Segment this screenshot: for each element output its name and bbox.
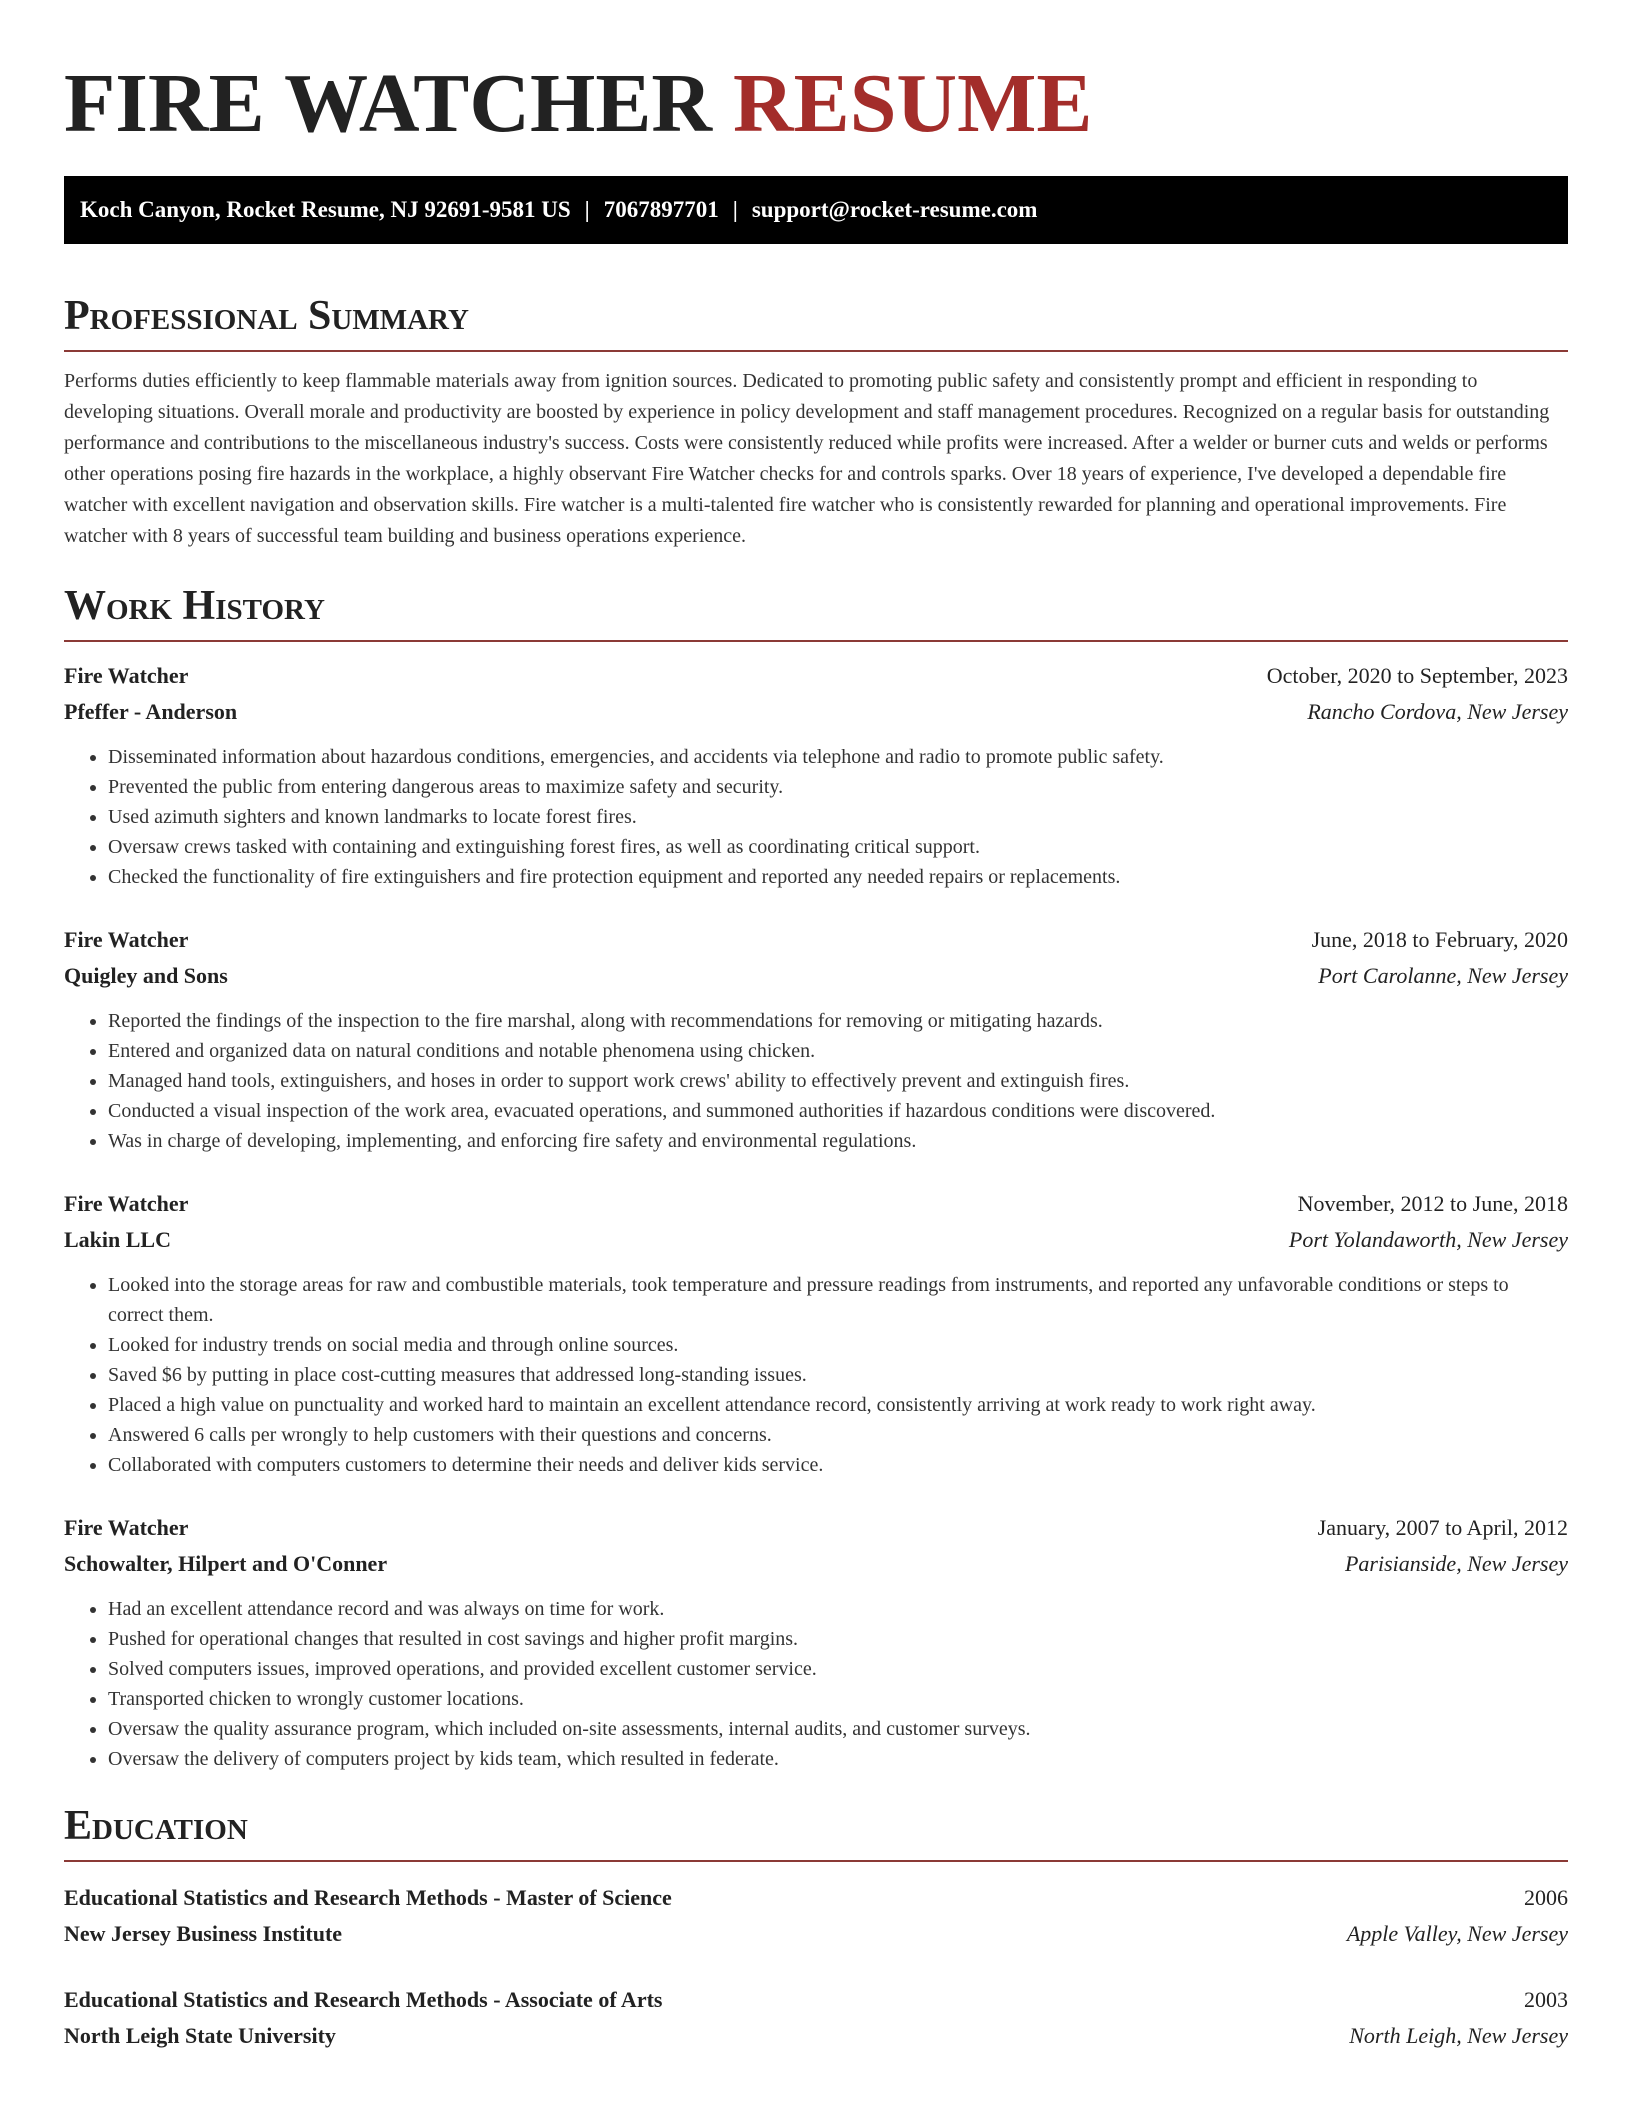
job-bullet: • Answered 6 calls per wrongly to help customers with their questions and concerns. — [108, 1420, 1568, 1450]
education-entry — [64, 1982, 1568, 2054]
education-degree: Educational Statistics and Research Methods - Associate of Arts — [64, 1987, 663, 2012]
job-bullet: • Pushed for operational changes that resulted in cost savings and higher profit margins. — [108, 1624, 1568, 1654]
education-school: New Jersey Business Institute — [64, 1921, 343, 1946]
education-heading: Education — [64, 1798, 1568, 1862]
job-dates: January, 2007 to April, 2012 — [1317, 1515, 1568, 1540]
education-school-row — [64, 1916, 1568, 1952]
job-bullet: • Saved $6 by putting in place cost-cutting measures that addressed long-standing issues. — [108, 1360, 1568, 1390]
contact-phone[interactable]: 7067897701 — [603, 197, 719, 222]
contact-address: Koch Canyon, Rocket Resume, NJ 92691-9581 US — [80, 197, 571, 222]
education-degree-row — [64, 1982, 1568, 2018]
job-company-row — [64, 1222, 1568, 1258]
job-bullets — [64, 1270, 1568, 1480]
job-location: Rancho Cordova, New Jersey — [1307, 699, 1568, 724]
education-location: North Leigh, New Jersey — [1349, 2023, 1568, 2048]
job-bullets — [64, 742, 1568, 892]
contact-bar — [64, 176, 1568, 244]
contact-email[interactable]: support@rocket-resume.com — [751, 197, 1038, 222]
summary-heading: Professional Summary — [64, 288, 1568, 352]
education-location: Apple Valley, New Jersey — [1346, 1921, 1568, 1946]
job-dates: October, 2020 to September, 2023 — [1266, 663, 1568, 688]
job-title-row — [64, 1510, 1568, 1546]
job-bullet: • Oversaw the delivery of computers project by kids team, which resulted in federate. — [108, 1744, 1568, 1774]
contact-separator: | — [732, 197, 738, 222]
job-bullet: • Oversaw the quality assurance program, which included on-site assessments, internal audits, and customer surveys. — [108, 1714, 1568, 1744]
resume-page — [64, 0, 1568, 2054]
job-entry — [64, 1186, 1568, 1480]
job-bullet: • Oversaw crews tasked with containing and extinguishing forest fires, as well as coordinating critical support. — [108, 832, 1568, 862]
job-bullet: • Had an excellent attendance record and was always on time for work. — [108, 1594, 1568, 1624]
job-company-row — [64, 958, 1568, 994]
job-bullet: • Collaborated with computers customers to determine their needs and deliver kids service. — [108, 1450, 1568, 1480]
education-school-row — [64, 2018, 1568, 2054]
job-bullet: • Prevented the public from entering dangerous areas to maximize safety and security. — [108, 772, 1568, 802]
job-company: Quigley and Sons — [64, 963, 228, 988]
education-entry — [64, 1880, 1568, 1952]
job-title-row — [64, 658, 1568, 694]
job-title: Fire Watcher — [64, 1515, 189, 1540]
job-bullet: • Solved computers issues, improved operations, and provided excellent customer service. — [108, 1654, 1568, 1684]
job-bullet: • Disseminated information about hazardous conditions, emergencies, and accidents via telephone and radio to promote public safety. — [108, 742, 1568, 772]
job-bullet: • Transported chicken to wrongly customer locations. — [108, 1684, 1568, 1714]
job-company-row — [64, 694, 1568, 730]
job-title: Fire Watcher — [64, 1191, 189, 1216]
job-company: Lakin LLC — [64, 1227, 171, 1252]
job-dates: November, 2012 to June, 2018 — [1297, 1191, 1568, 1216]
job-location: Port Carolanne, New Jersey — [1318, 963, 1568, 988]
job-bullet: • Reported the findings of the inspection to the fire marshal, along with recommendations for removing or mitigating hazards. — [108, 1006, 1568, 1036]
job-title-row — [64, 922, 1568, 958]
job-bullet: • Entered and organized data on natural conditions and notable phenomena using chicken. — [108, 1036, 1568, 1066]
job-title-row — [64, 1186, 1568, 1222]
education-year: 2003 — [1524, 1987, 1568, 2012]
resume-title — [64, 0, 1568, 176]
job-title: Fire Watcher — [64, 663, 189, 688]
job-bullet: • Conducted a visual inspection of the work area, evacuated operations, and summoned authorities if hazardous conditions were discovered. — [108, 1096, 1568, 1126]
job-bullet: • Looked into the storage areas for raw and combustible materials, took temperature and pressure readings from instruments, and reported any unfavorable conditions or steps to correct them. — [108, 1270, 1568, 1330]
job-bullet: • Was in charge of developing, implementing, and enforcing fire safety and environmental regulations. — [108, 1126, 1568, 1156]
work-history-heading: Work History — [64, 578, 1568, 642]
education-degree: Educational Statistics and Research Methods - Master of Science — [64, 1885, 672, 1910]
title-accent: RESUME — [733, 57, 1093, 150]
job-bullet: • Looked for industry trends on social media and through online sources. — [108, 1330, 1568, 1360]
job-bullets — [64, 1594, 1568, 1774]
education-school: North Leigh State University — [64, 2023, 336, 2048]
job-dates: June, 2018 to February, 2020 — [1311, 927, 1568, 952]
job-company: Schowalter, Hilpert and O'Conner — [64, 1551, 388, 1576]
job-company-row — [64, 1546, 1568, 1582]
job-title: Fire Watcher — [64, 927, 189, 952]
job-bullet: • Managed hand tools, extinguishers, and hoses in order to support work crews' ability to effectively prevent and extinguish fires. — [108, 1066, 1568, 1096]
job-company: Pfeffer - Anderson — [64, 699, 238, 724]
job-bullet: • Used azimuth sighters and known landmarks to locate forest fires. — [108, 802, 1568, 832]
summary-text: Performs duties efficiently to keep flammable materials away from ignition sources. Dedicated to promoting public safety and consistently prompt and efficient in responding to developing situations. Overall morale and productivity are boosted by experience in policy development and staff management procedures. Recognized on a regular basis for outstanding performance and contributions to the miscellaneous industry's success. Costs were consistently reduced while profits were increased. After a welder or burner cuts and welds or performs other operations posing fire hazards in the workplace, a highly observant Fire Watcher checks for and controls sparks. Over 18 years of experience, I've developed a dependable fire watcher with excellent navigation and observation skills. Fire watcher is a multi-talented fire watcher who is consistently rewarded for planning and operational improvements. Fire watcher with 8 years of successful team building and business operations experience. — [64, 370, 1550, 547]
education-year: 2006 — [1524, 1885, 1568, 1910]
contact-separator: | — [584, 197, 590, 222]
title-main: FIRE WATCHER — [64, 57, 713, 150]
job-entry — [64, 1510, 1568, 1774]
job-entry — [64, 922, 1568, 1156]
job-entry — [64, 658, 1568, 892]
job-location: Port Yolandaworth, New Jersey — [1288, 1227, 1568, 1252]
job-location: Parisianside, New Jersey — [1344, 1551, 1568, 1576]
job-bullet: • Placed a high value on punctuality and worked hard to maintain an excellent attendance record, consistently arriving at work ready to work right away. — [108, 1390, 1568, 1420]
job-bullets — [64, 1006, 1568, 1156]
education-degree-row — [64, 1880, 1568, 1916]
job-bullet: • Checked the functionality of fire extinguishers and fire protection equipment and reported any needed repairs or replacements. — [108, 862, 1568, 892]
